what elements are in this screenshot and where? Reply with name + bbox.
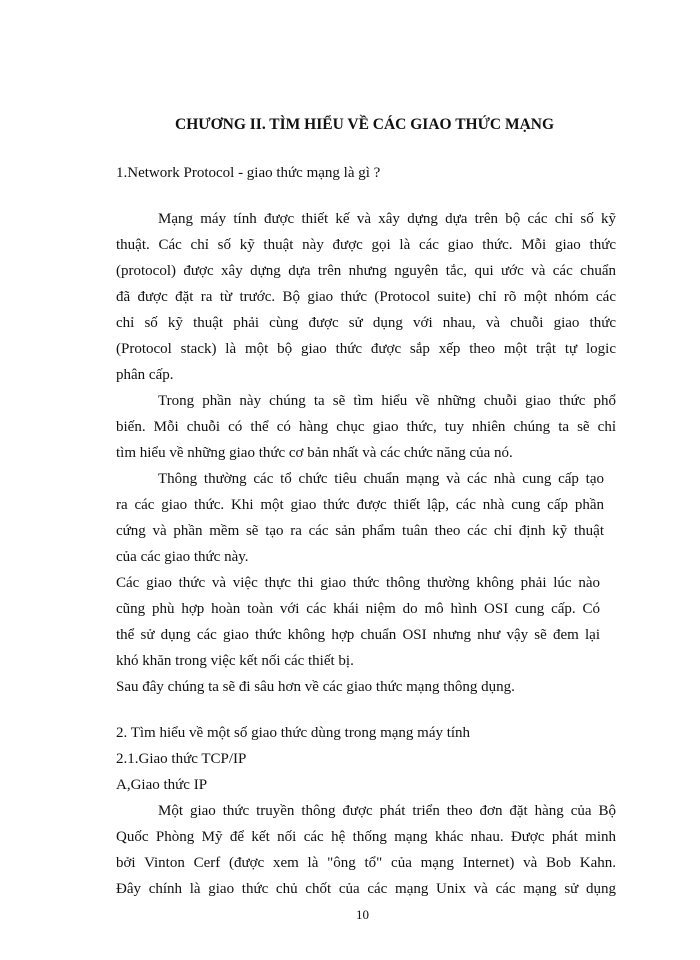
section-1-heading: 1.Network Protocol - giao thức mạng là gì ?	[116, 165, 381, 181]
section-a-heading: A,Giao thức IP	[116, 777, 208, 793]
chapter-title: CHƯƠNG II. TÌM HIỂU VỀ CÁC GIAO THỨC MẠNG	[175, 116, 555, 133]
section-2-heading: 2. Tìm hiểu về một số giao thức dùng trong mạng máy tính	[116, 725, 471, 741]
para6-line: Một giao thức truyền thông được phát triển theo đơn đặt hàng của Bộ	[158, 803, 616, 819]
para4-line: cũng phù hợp hoàn toàn với các khái niệm do mô hình OSI cung cấp. Có	[116, 601, 600, 617]
para3-line: Thông thường các tổ chức tiêu chuẩn mạng và các nhà cung cấp tạo	[158, 471, 604, 487]
para1-line: (protocol) được xây dựng dựa trên nhưng nguyên tắc, qui ước và các chuẩn	[116, 263, 616, 279]
para1-line: Mạng máy tính được thiết kế và xây dựng dựa trên bộ các chỉ số kỹ	[158, 211, 616, 227]
para1-line: chỉ số kỹ thuật phải cùng được sử dụng với nhau, và chuỗi giao thức	[116, 315, 616, 331]
para2-line: Trong phần này chúng ta sẽ tìm hiểu về những chuỗi giao thức phổ	[158, 393, 616, 409]
para6-line: Đây chính là giao thức chủ chốt của các mạng Unix và các mạng sử dụng	[116, 881, 616, 897]
para1-line: thuật. Các chỉ số kỹ thuật này được gọi là các giao thức. Mỗi giao thức	[116, 237, 616, 253]
para3-line: của các giao thức này.	[116, 549, 249, 565]
para6-line: Quốc Phòng Mỹ để kết nối các hệ thống mạng khác nhau. Được phát minh	[116, 829, 616, 845]
para4-line: thể sử dụng các giao thức không hợp chuẩn OSI nhưng như vậy sẽ đem lại	[116, 627, 600, 643]
para1-line: phân cấp.	[116, 367, 174, 383]
para4-line: khó khăn trong việc kết nối các thiết bị.	[116, 653, 354, 669]
para1-line: đã được đặt ra từ trước. Bộ giao thức (Protocol suite) chỉ rõ một nhóm các	[116, 289, 616, 305]
para3-line: ra các giao thức. Khi một giao thức được thiết lập, các nhà cung cấp phần	[116, 497, 604, 513]
para6-line: bởi Vinton Cerf (được xem là "ông tổ" của mạng Internet) và Bob Kahn.	[116, 855, 616, 871]
para3-line: cứng và phần mềm sẽ tạo ra các sản phẩm tuân theo các chỉ định kỹ thuật	[116, 523, 604, 539]
para1-line: (Protocol stack) là một bộ giao thức được sắp xếp theo một trật tự logic	[116, 341, 616, 357]
para4-line: Các giao thức và việc thực thi giao thức thông thường không phải lúc nào	[116, 575, 600, 591]
para2-line: tìm hiểu về những giao thức cơ bản nhất và các chức năng của nó.	[116, 445, 513, 461]
para5-line: Sau đây chúng ta sẽ đi sâu hơn về các giao thức mạng thông dụng.	[116, 679, 515, 695]
para2-line: biến. Mỗi chuỗi có thể có hàng chục giao thức, tuy nhiên chúng ta sẽ chỉ	[116, 419, 616, 435]
section-2-1-heading: 2.1.Giao thức TCP/IP	[116, 751, 247, 767]
page-number: 10	[356, 907, 369, 922]
